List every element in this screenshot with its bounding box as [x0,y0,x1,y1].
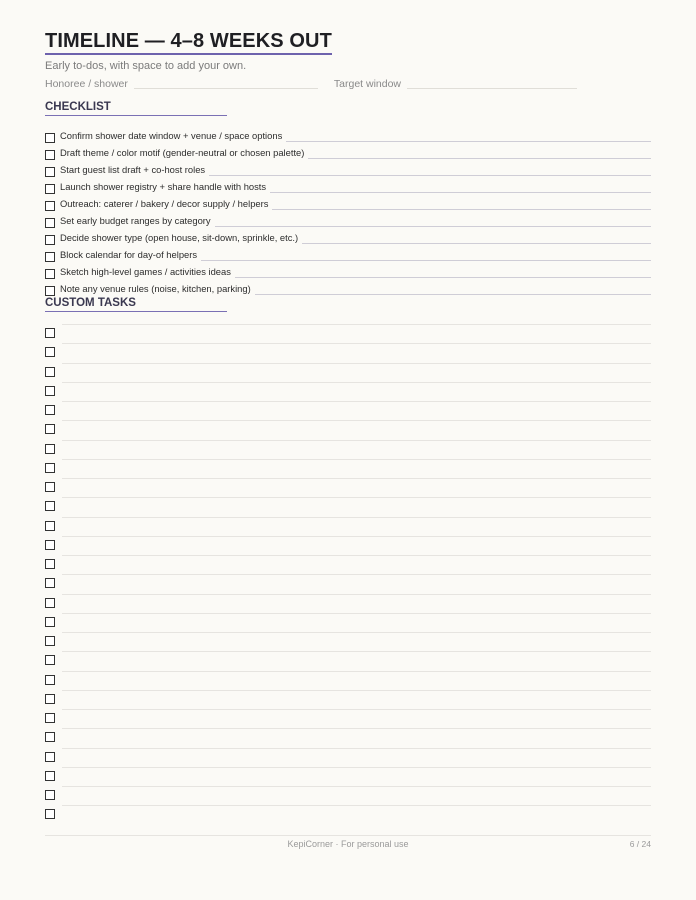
custom-task-row [45,459,651,478]
planner-page [45,30,651,825]
checklist-item [45,227,651,244]
custom-task-row [45,343,651,362]
custom-task-line[interactable] [62,343,651,344]
custom-task-line[interactable] [62,671,651,672]
custom-task-row [45,555,651,574]
custom-task-line[interactable] [62,555,651,556]
checkbox[interactable] [45,694,55,704]
meta-row [45,76,651,90]
custom-task-line[interactable] [62,478,651,479]
custom-task-row [45,748,651,767]
checkbox[interactable] [45,636,55,646]
checkbox[interactable] [45,559,55,569]
checkbox[interactable] [45,424,55,434]
custom-task-line[interactable] [62,536,651,537]
custom-task-line[interactable] [62,748,651,749]
honoree-label: Honoree / shower [45,78,128,90]
custom-task-row [45,420,651,439]
checkbox[interactable] [45,482,55,492]
checklist-item [45,193,651,210]
custom-task-row [45,497,651,516]
checkbox[interactable] [45,521,55,531]
custom-task-row [45,709,651,728]
custom-task-row [45,324,651,343]
custom-task-row [45,517,651,536]
checklist-item [45,125,651,142]
custom-task-line[interactable] [62,767,651,768]
custom-task-line[interactable] [62,805,651,806]
checkbox[interactable] [45,617,55,627]
custom-task-row [45,401,651,420]
custom-task-line[interactable] [62,459,651,460]
custom-task-row [45,478,651,497]
custom-task-row [45,805,651,824]
custom-task-row [45,690,651,709]
checkbox[interactable] [45,386,55,396]
checkbox[interactable] [45,655,55,665]
checkbox[interactable] [45,347,55,357]
custom-tasks-heading: CUSTOM TASKS [45,297,227,312]
checklist-item-label: Confirm shower date window + venue / space options [60,130,283,141]
checkbox[interactable] [45,328,55,338]
checkbox[interactable] [45,405,55,415]
custom-task-line[interactable] [62,728,651,729]
custom-task-line[interactable] [62,363,651,364]
custom-task-line[interactable] [62,382,651,383]
custom-task-line[interactable] [62,786,651,787]
custom-task-row [45,728,651,747]
custom-task-line[interactable] [62,690,651,691]
page-subtitle: Early to-dos, with space to add your own. [45,60,247,72]
custom-task-line[interactable] [62,613,651,614]
checkbox[interactable] [45,367,55,377]
checklist-item [45,159,651,176]
checklist-item-label: Sketch high-level games / activities ideas [60,266,231,277]
custom-task-row [45,632,651,651]
checklist-item-label: Launch shower registry + share handle with hosts [60,181,267,192]
custom-task-line[interactable] [62,517,651,518]
custom-task-row [45,382,651,401]
checkbox[interactable] [45,578,55,588]
checklist-item-label: Decide shower type (open house, sit-down, sprinkle, etc.) [60,232,299,243]
checklist-item-label: Block calendar for day-of helpers [60,249,198,260]
checklist-item-label: Set early budget ranges by category [60,215,211,226]
checklist [45,125,651,295]
checkbox[interactable] [45,809,55,819]
checklist-item-label: Outreach: caterer / bakery / decor supply / helpers [60,198,269,209]
checklist-item [45,176,651,193]
footer-divider [45,835,651,836]
custom-task-row [45,671,651,690]
checkbox[interactable] [45,463,55,473]
checklist-item [45,244,651,261]
custom-tasks-list [45,324,651,825]
checklist-item-label: Start guest list draft + co-host roles [60,164,206,175]
notes-line[interactable] [255,294,651,295]
checkbox[interactable] [45,732,55,742]
checkbox[interactable] [45,675,55,685]
custom-task-row [45,363,651,382]
footer-text: KepiCorner · For personal use [287,839,409,849]
checklist-item [45,142,651,159]
checklist-item [45,278,651,295]
custom-task-line[interactable] [62,401,651,402]
custom-task-row [45,536,651,555]
custom-task-line[interactable] [62,497,651,498]
checkbox[interactable] [45,501,55,511]
checklist-heading: CHECKLIST [45,101,227,116]
custom-task-row [45,440,651,459]
checkbox[interactable] [45,286,55,296]
checkbox[interactable] [45,752,55,762]
checkbox[interactable] [45,444,55,454]
checklist-item-label: Draft theme / color motif (gender-neutral or chosen palette) [60,147,305,158]
checklist-item-label: Note any venue rules (noise, kitchen, parking) [60,283,251,294]
custom-task-row [45,574,651,593]
custom-task-line[interactable] [62,420,651,421]
honoree-field[interactable] [134,88,318,89]
custom-task-row [45,651,651,670]
custom-task-line[interactable] [62,651,651,652]
checkbox[interactable] [45,713,55,723]
page-number: 6 / 24 [629,839,651,849]
custom-task-row [45,613,651,632]
checkbox[interactable] [45,598,55,608]
target-window-field[interactable] [407,88,577,89]
checklist-item [45,261,651,278]
custom-task-row [45,767,651,786]
checklist-item [45,210,651,227]
page-title: TIMELINE — 4–8 WEEKS OUT [45,30,332,55]
custom-task-line[interactable] [62,709,651,710]
custom-task-line[interactable] [62,594,651,595]
custom-task-line[interactable] [62,632,651,633]
custom-task-row [45,594,651,613]
custom-task-line[interactable] [62,324,651,325]
custom-task-row [45,786,651,805]
checkbox[interactable] [45,790,55,800]
checkbox[interactable] [45,540,55,550]
checkbox[interactable] [45,771,55,781]
target-window-label: Target window [333,78,402,90]
custom-task-line[interactable] [62,440,651,441]
custom-task-line[interactable] [62,574,651,575]
